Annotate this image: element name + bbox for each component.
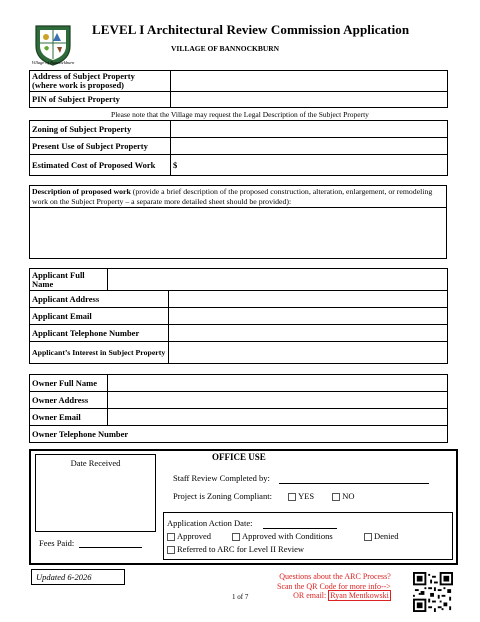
description-divider: [29, 207, 447, 208]
applicant-name-label: Applicant Full Name: [30, 269, 108, 291]
approved-option[interactable]: Approved: [167, 531, 211, 541]
legal-description-note: Please note that the Village may request the Legal Description of the Subject Property: [111, 110, 369, 119]
zoning-compliant-row: Project is Zoning Compliant: YES NO: [173, 491, 355, 501]
yes-option[interactable]: YES: [288, 491, 314, 501]
zoning-label: Zoning of Subject Property: [30, 121, 171, 138]
address-label: Address of Subject Property (where work is proposed): [30, 71, 171, 92]
applicant-interest-label: Applicant’s Interest in Subject Property: [30, 342, 169, 364]
fees-paid-label: Fees Paid:: [39, 538, 75, 548]
address-field[interactable]: [171, 71, 448, 92]
no-checkbox[interactable]: [332, 493, 340, 501]
date-received-label: Date Received: [70, 458, 121, 468]
applicant-email-field[interactable]: [169, 308, 448, 325]
owner-name-label: Owner Full Name: [30, 375, 108, 392]
logo-caption: Village of Bannockburn: [31, 60, 75, 65]
staff-review-line[interactable]: [279, 483, 429, 484]
applicant-table: [29, 268, 448, 364]
applicant-address-label: Applicant Address: [30, 291, 169, 308]
qr-code-icon[interactable]: [413, 572, 453, 612]
cost-field[interactable]: [171, 155, 448, 176]
office-use-title: OFFICE USE: [212, 452, 266, 462]
approved-conditions-checkbox[interactable]: [232, 533, 240, 541]
yes-checkbox[interactable]: [288, 493, 296, 501]
owner-email-field[interactable]: [108, 409, 448, 426]
page-subtitle: VILLAGE OF BANNOCKBURN: [171, 44, 280, 53]
owner-table: [29, 374, 448, 443]
applicant-address-field[interactable]: [169, 291, 448, 308]
description-prompt: Description of proposed work (provide a brief description of the proposed construction, alteration, enlargement, or remodeling work on the Subject Property – a separate more detailed sheet should be provided):: [32, 187, 433, 206]
referred-checkbox[interactable]: [167, 546, 175, 554]
contact-email-link[interactable]: Ryan Mentkowski: [330, 591, 389, 600]
property-table-2: [29, 120, 448, 176]
property-table: [29, 70, 448, 108]
applicant-interest-field[interactable]: [169, 342, 448, 364]
approved-checkbox[interactable]: [167, 533, 175, 541]
cost-label: Estimated Cost of Proposed Work: [30, 155, 171, 176]
zoning-field[interactable]: [171, 121, 448, 138]
action-date-label: Application Action Date:: [167, 518, 253, 528]
approved-conditions-option[interactable]: Approved with Conditions: [232, 531, 333, 541]
present-use-label: Present Use of Subject Property: [30, 138, 171, 155]
dollar-sign: $: [173, 159, 178, 170]
no-option[interactable]: NO: [332, 491, 354, 501]
owner-phone-label: Owner Telephone Number: [30, 426, 448, 443]
pin-field[interactable]: [171, 92, 448, 108]
fees-paid-line[interactable]: [79, 547, 142, 548]
updated-date: Updated 6-2026: [31, 569, 125, 585]
staff-review-label: Staff Review Completed by:: [173, 473, 270, 483]
denied-checkbox[interactable]: [364, 533, 372, 541]
denied-option[interactable]: Denied: [364, 531, 399, 541]
present-use-field[interactable]: [171, 138, 448, 155]
page-title: LEVEL I Architectural Review Commission Application: [92, 22, 410, 37]
action-date-line[interactable]: [263, 528, 337, 529]
referred-option[interactable]: Referred to ARC for Level II Review: [167, 544, 304, 554]
owner-email-label: Owner Email: [30, 409, 108, 426]
owner-address-field[interactable]: [108, 392, 448, 409]
arc-questions-note: Questions about the ARC Process? Scan the QR Code for more info--> OR email: Ryan Mentkowski: [277, 572, 391, 600]
page-number: 1 of 7: [232, 593, 249, 601]
owner-name-field[interactable]: [108, 375, 448, 392]
pin-label: PIN of Subject Property: [30, 92, 171, 108]
applicant-phone-field[interactable]: [169, 325, 448, 342]
applicant-name-field[interactable]: [108, 269, 448, 291]
owner-address-label: Owner Address: [30, 392, 108, 409]
applicant-phone-label: Applicant Telephone Number: [30, 325, 169, 342]
applicant-email-label: Applicant Email: [30, 308, 169, 325]
